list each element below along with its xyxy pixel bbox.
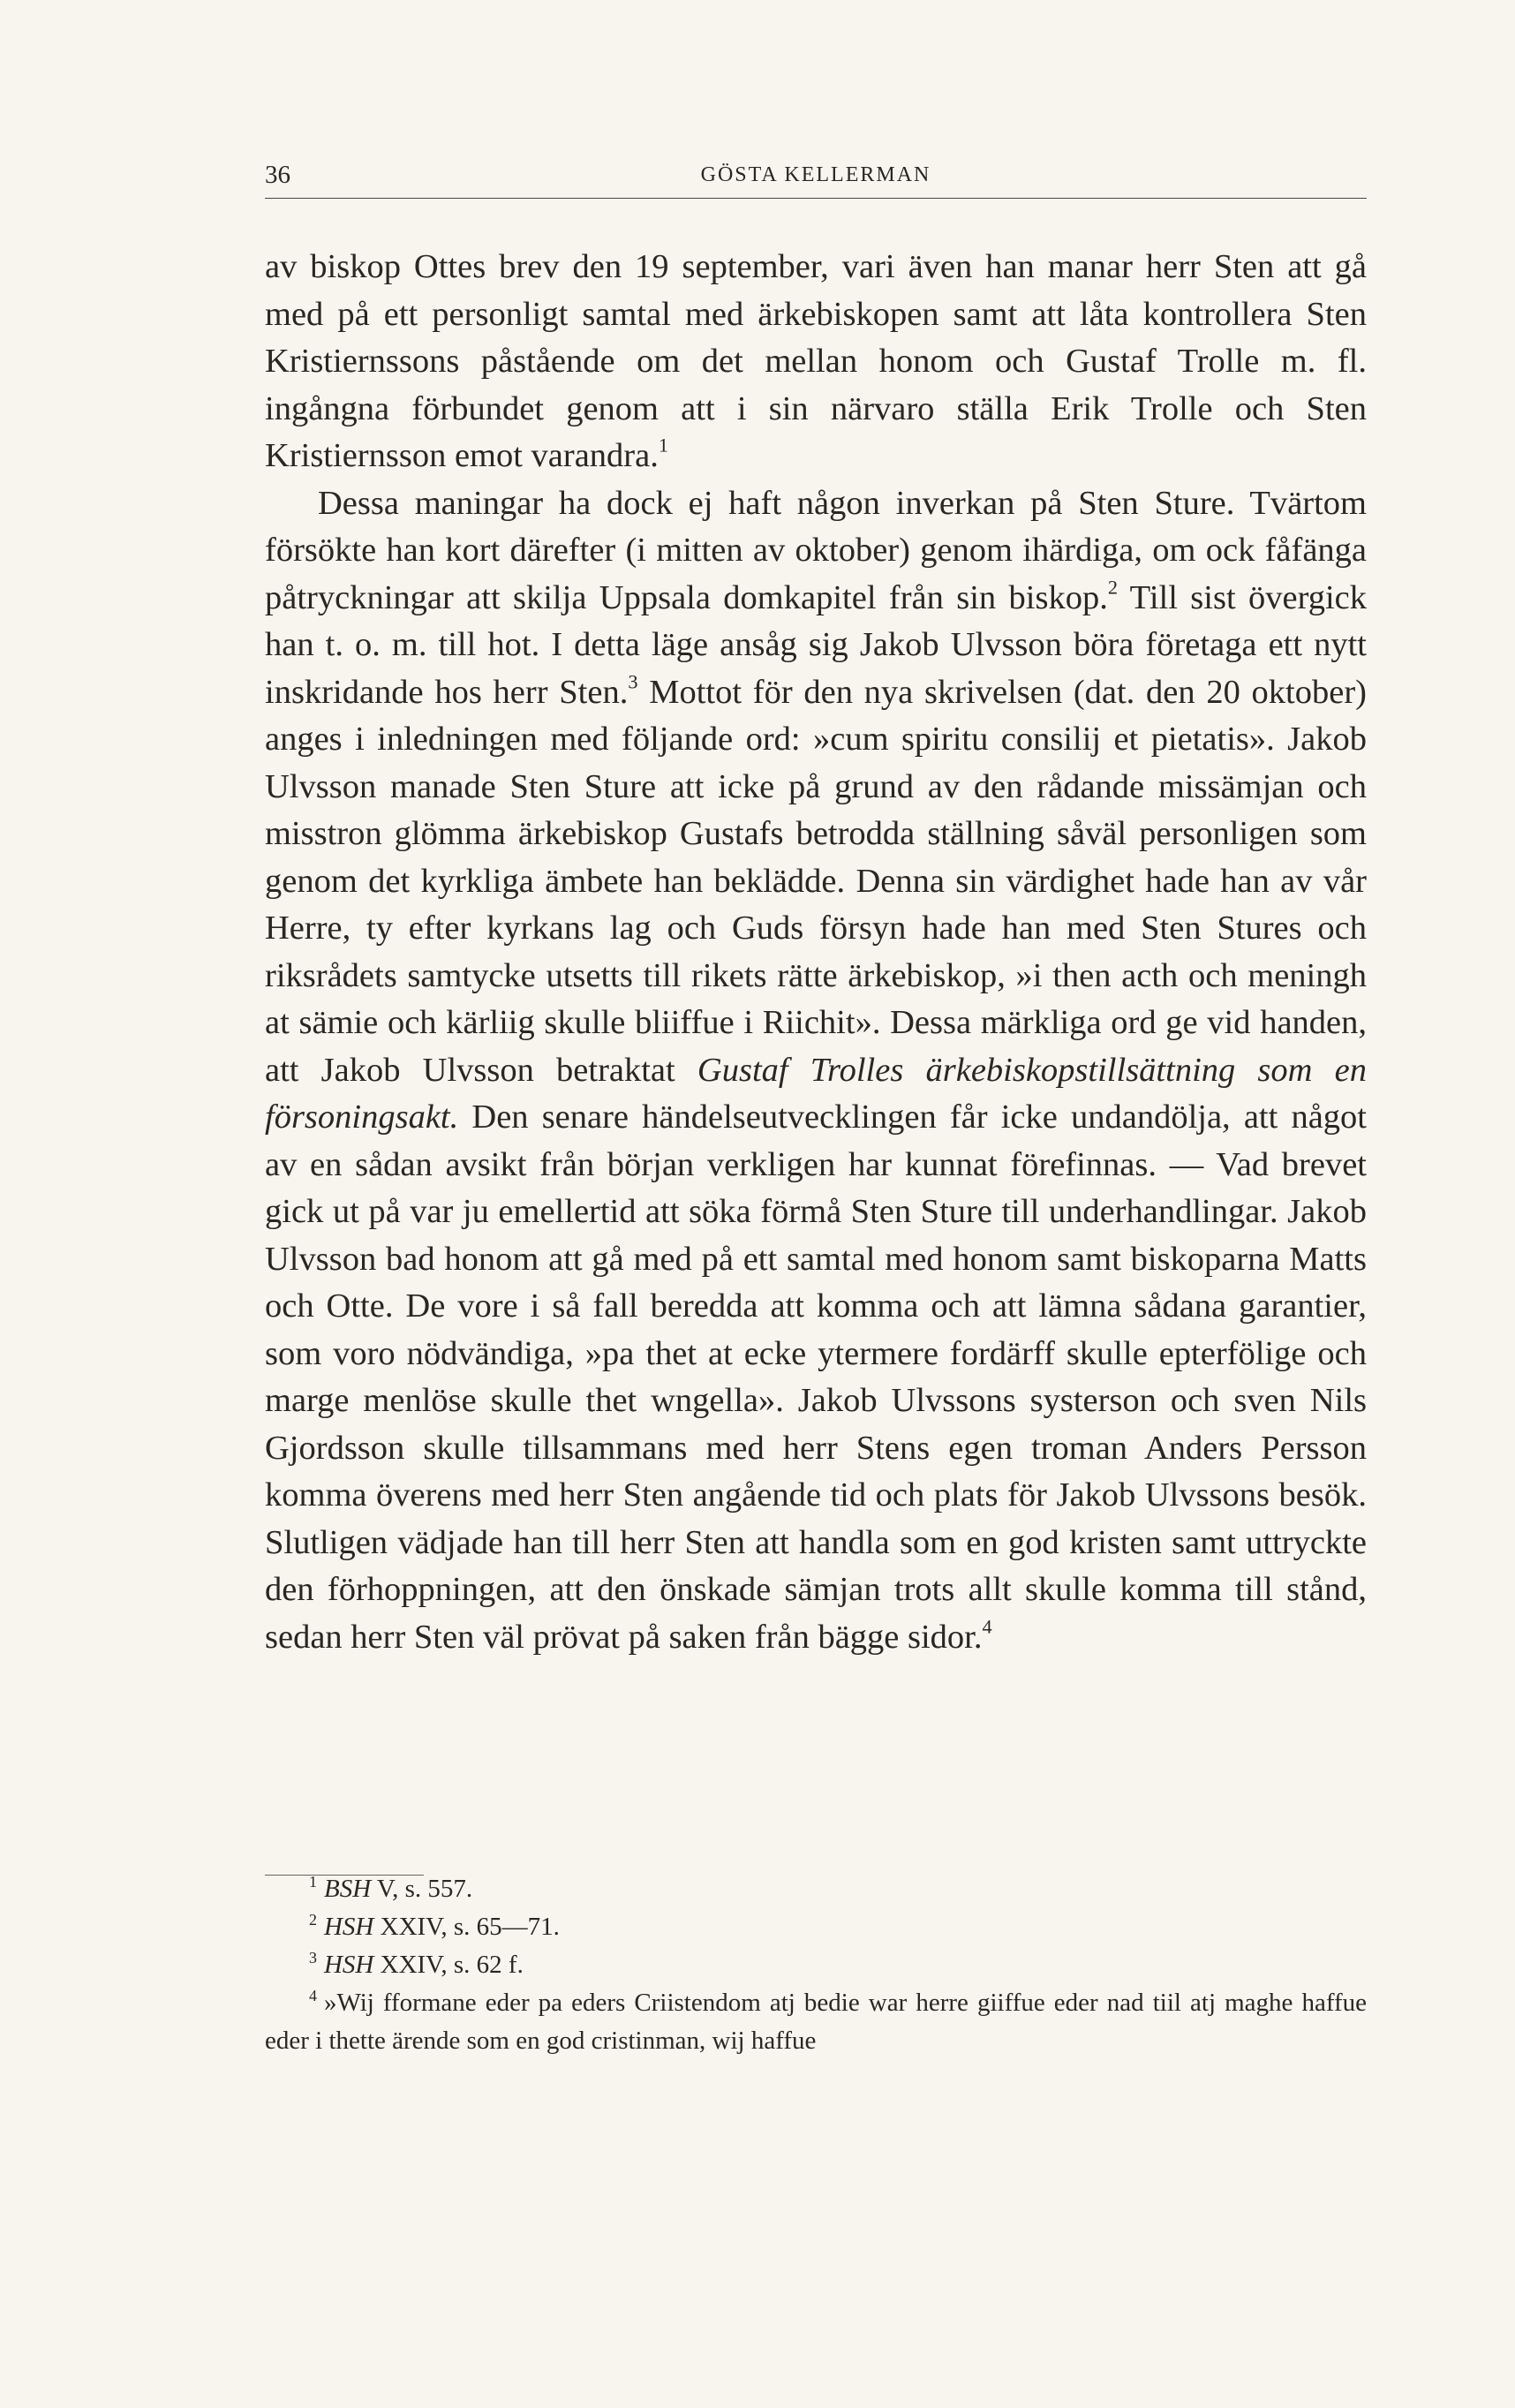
footnote-text: »Wij fformane eder pa eders Criistendom atj bedie war herre giiffue eder nad tiil atj maghe haffue eder i thette ärende som en god cristinman, wij haffue — [265, 1989, 1367, 2055]
paragraph — [265, 244, 1367, 480]
paragraph-text: Dessa maningar ha dock ej haft någon inverkan på Sten Sture. Tvärtom försökte han kort därefter (i mitten av oktober) genom ihärdiga, om ock fåfänga påtryckningar att skilja Uppsala domkapitel från sin biskop. — [265, 484, 1367, 616]
footnote-mark: 1 — [309, 1873, 317, 1891]
footnote-mark: 4 — [309, 1987, 317, 2005]
footnotes — [265, 1870, 1367, 2060]
footnote-ref: 4 — [982, 1614, 992, 1637]
body-text — [265, 244, 1367, 1661]
running-title: GÖSTA KELLERMAN — [700, 163, 931, 186]
footnote-text: XXIV, s. 65—71. — [373, 1913, 560, 1941]
paragraph — [265, 480, 1367, 1662]
footnote-ref: 2 — [1107, 575, 1118, 598]
footnote-text: XXIV, s. 62 f. — [373, 1951, 524, 1979]
footnote-mark: 2 — [309, 1911, 317, 1929]
page-number: 36 — [265, 161, 290, 189]
page-header — [265, 161, 1367, 200]
emphasized-text: Gustaf Trolles ärkebiskopstillsättning som en försoningsakt. — [265, 1051, 1367, 1136]
footnote-source: BSH — [323, 1875, 372, 1903]
footnote — [265, 1870, 1367, 1908]
footnote — [265, 1946, 1367, 1984]
paragraph-text: Den senare händelseutvecklingen får icke undandölja, att något av en sådan avsikt från början verkligen har kunnat förefinnas. — Vad brevet gick ut på var ju emellertid att söka förmå Sten Sture till underhandlingar. Jakob Ulvsson bad honom att gå med på ett samtal med honom samt biskoparna Matts och Otte. De vore i så fall beredda att komma och att lämna sådana garantier, som voro nödvändiga, »pa thet at ecke ytermere fordärff skulle epterfölige och marge menlöse skulle thet wngella». Jakob Ulvssons systerson och sven Nils Gjordsson skulle tillsammans med herr Stens egen troman Anders Persson komma överens med herr Sten angående tid och plats för Jakob Ulvssons besök. Slutligen vädjade han till herr Sten att handla som en god kristen samt uttryckte den förhoppningen, att den önskade sämjan trots allt skulle komma till stånd, sedan herr Sten väl prövat på saken från bägge sidor. — [265, 1098, 1367, 1656]
paragraph-text: Mottot för den nya skrivelsen (dat. den 20 oktober) anges i inledningen med följande ord: »cum spiritu consilij et pietatis». Jakob Ulvsson manade Sten Sture att icke på grund av den rådande missämjan och misstron glömma ärkebiskop Gustafs betrodda ställning såväl personligen som genom det kyrkliga ämbete han beklädde. Denna sin värdighet hade han av vår Herre, ty efter kyrkans lag och Guds försyn hade han med Sten Stures och riksrådets samtycke utsetts till rikets rätte ärkebiskop, »i then acth och meningh at sämie och kärliig skulle bliiffue i Riichit». Dessa märkliga ord ge vid handen, att Jakob Ulvsson betraktat — [265, 673, 1367, 1089]
header-rule — [265, 198, 1367, 199]
footnote-mark: 3 — [309, 1949, 317, 1967]
footnote-text: V, s. 557. — [371, 1875, 473, 1903]
paragraph-text: av biskop Ottes brev den 19 september, vari även han manar herr Sten att gå med på ett personligt samtal med ärkebiskopen samt att låta kontrollera Sten Kristiernssons påstående om det mellan honom och Gustaf Trolle m. fl. ingångna förbundet genom att i sin närvaro ställa Erik Trolle och Sten Kristiernsson emot varandra. — [265, 248, 1367, 474]
footnote — [265, 1984, 1367, 2060]
footnote — [265, 1908, 1367, 1946]
paragraph-text: Till sist övergick han t. o. m. till hot. I detta läge ansåg sig Jakob Ulvsson böra företaga ett nytt inskridande hos herr Sten. — [265, 578, 1368, 711]
footnote-ref: 1 — [658, 434, 669, 457]
footnote-source: HSH — [323, 1951, 374, 1979]
footnote-source: HSH — [323, 1913, 374, 1941]
footnote-ref: 3 — [628, 669, 638, 692]
